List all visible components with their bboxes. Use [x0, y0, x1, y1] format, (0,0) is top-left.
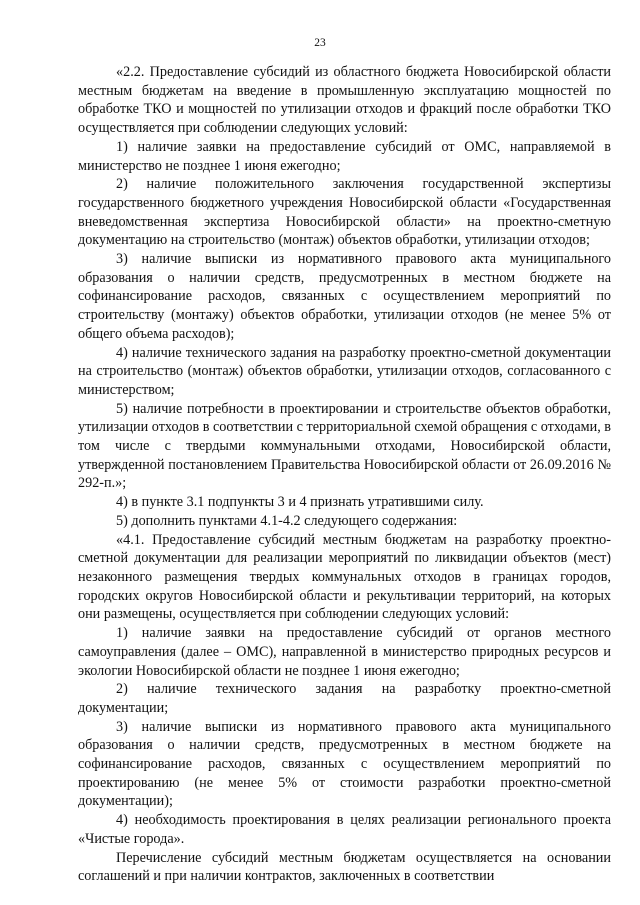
paragraph-2-2-intro: «2.2. Предоставление субсидий из областного бюджета Новосибирской области местным бюджетам на введение в промышленную эксплуатацию мощностей по обработке ТКО и мощностей по утилизации отходов и фракций после обработки ТКО осуществляется при соблюдении следующих условий: [78, 64, 611, 137]
paragraph-condition-3: 3) наличие выписки из нормативного правового акта муниципального образования о наличии средств, предусмотренных в местном бюджете на софинансирование расходов, связанных с осуществлением мероприятий по строительству (монтажу) объектов обработки, утилизации отходов (не менее 5% от общего объема расходов); [78, 251, 611, 342]
paragraph-condition-4: 4) наличие технического задания на разработку проектно-сметной документации на строительство (монтаж) объектов обработки, утилизации отходов, согласованного с министерством; [78, 344, 611, 398]
paragraph-4-1-condition-2: 2) наличие технического задания на разработку проектно-сметной документации; [78, 681, 611, 716]
document-body [78, 63, 611, 886]
paragraph-amendment-5: 5) дополнить пунктами 4.1-4.2 следующего содержания: [116, 512, 458, 529]
paragraph-condition-1: 1) наличие заявки на предоставление субсидий от ОМС, направляемой в министерство не позднее 1 июня ежегодно; [78, 138, 611, 174]
paragraph-condition-2: 2) наличие положительного заключения государственной экспертизы государственного бюджетного учреждения Новосибирской области «Государственная вневедомственная экспертиза Новосибирской области» на проектно-сметную документацию на строительство (монтаж) объектов обработки, утилизации отходов; [78, 176, 611, 249]
paragraph-transfer: Перечисление субсидий местным бюджетам осуществляется на основании соглашений и при наличии контрактов, заключенных в соответствии [78, 849, 611, 885]
page-number: 23 [314, 37, 326, 49]
paragraph-4-1-condition-1: 1) наличие заявки на предоставление субсидий от органов местного самоуправления (далее – ОМС), направленной в министерство природных ресурсов и экологии Новосибирской области не позднее 1 июня ежегодно; [78, 625, 611, 679]
paragraph-4-1-condition-3: 3) наличие выписки из нормативного правового акта муниципального образования о наличии средств, предусмотренных в местном бюджете на софинансирование расходов, связанных с осуществлением мероприятий по проектированию (не менее 5% от стоимости разработки проектно-сметной документации); [78, 718, 611, 810]
paragraph-amendment-4: 4) в пункте 3.1 подпункты 3 и 4 признать утратившими силу. [116, 494, 484, 511]
paragraph-condition-5: 5) наличие потребности в проектировании и строительстве объектов обработки, утилизации отходов в соответствии с территориальной схемой обращения с отходами, в том числе с твердыми коммунальными отходами, Новосибирской области, утвержденной постановлением Правительства Новосибирской области от 26.09.2016 № 292-п.»; [78, 400, 611, 492]
paragraph-4-1-intro: «4.1. Предоставление субсидий местным бюджетам на разработку проектно-сметной документации для реализации мероприятий по ликвидации объектов (мест) незаконного размещения твердых коммунальных отходов в границах городов, городских округов Новосибирской области и рекультивации территорий, на которых они размещены, осуществляется при соблюдении следующих условий: [78, 531, 611, 623]
paragraph-4-1-condition-4: 4) необходимость проектирования в целях реализации регионального проекта «Чистые города». [78, 812, 611, 847]
